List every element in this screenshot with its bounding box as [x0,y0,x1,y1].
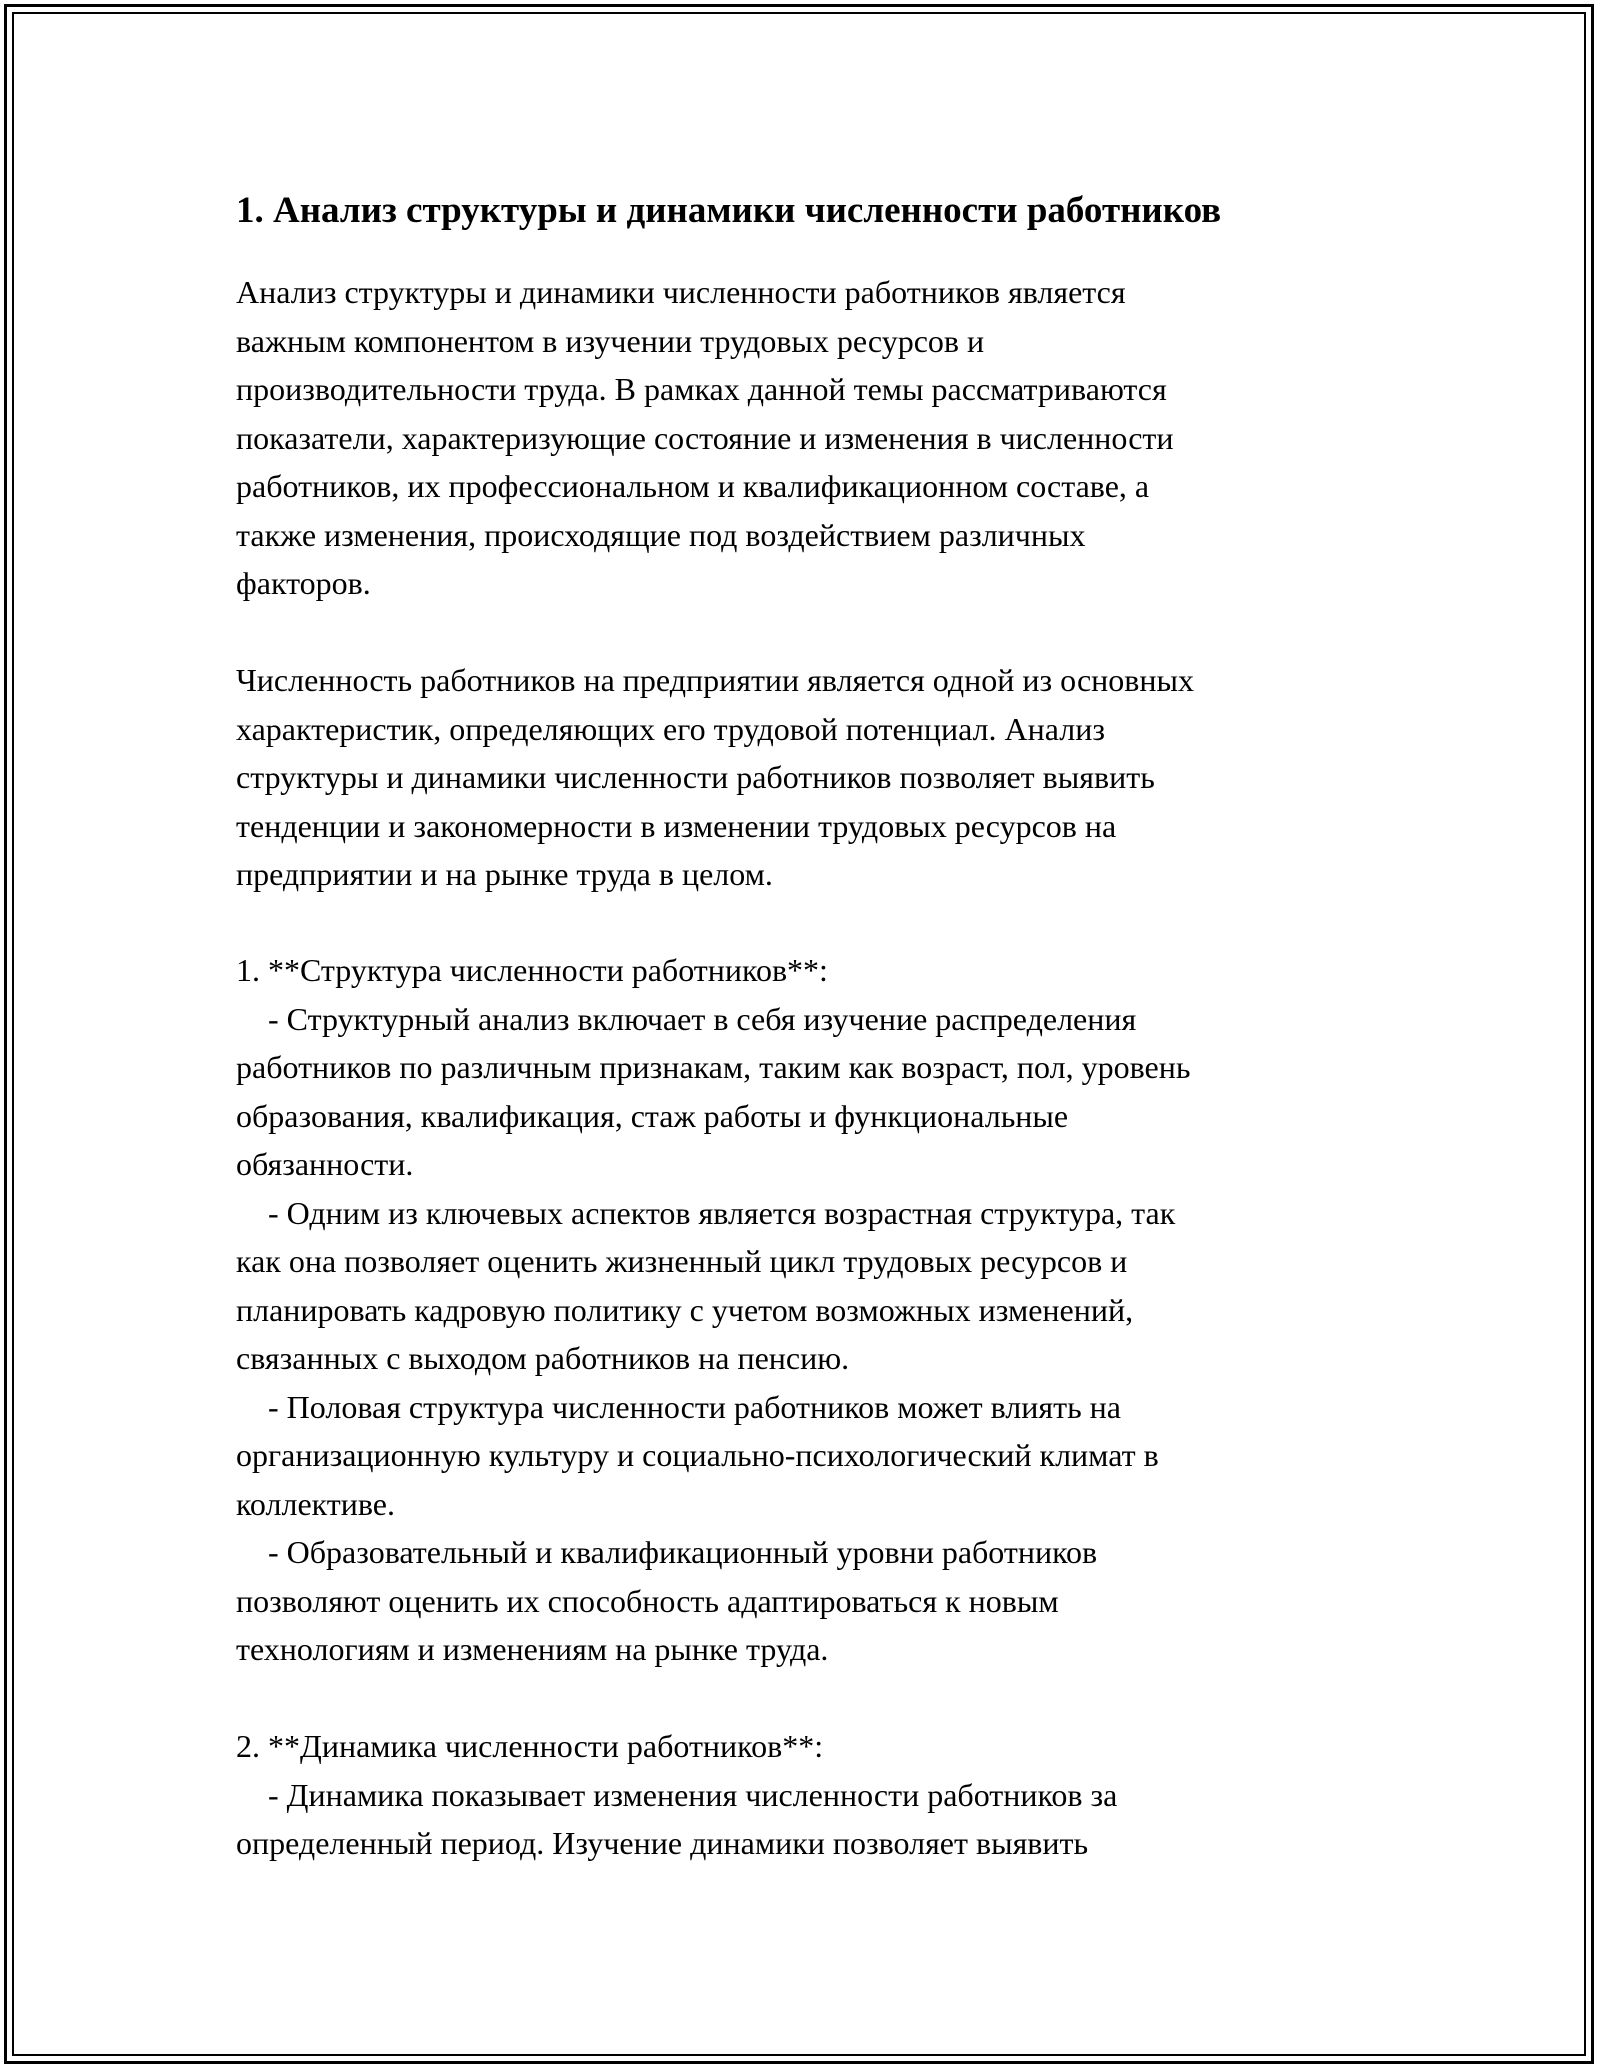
paragraph-headcount: Численность работников на предприятии является одной из основных характеристик, определяющих его трудовой потенциал. Анализ структуры и динамики численности работников позволяет выявить тенденции и закономерности в изменении трудовых ресурсов на предприятии и на рынке труда в целом. [236,662,1194,892]
list-item-dynamics: 2. **Динамика численности работников**: - Динамика показывает изменения численности работников за определенный период. Изучение динамики позволяет выявить [236,1728,1118,1861]
list-item-structure: 1. **Структура численности работников**: - Структурный анализ включает в себя изучение распределения работников по различным признакам, таким как возраст, пол, уровень образования, квалификация, стаж работы и функциональные обязанности. - Одним из ключевых аспектов является возрастная структура, так как она позволяет оценить жизненный цикл трудовых ресурсов и планировать кадровую политику с учетом возможных изменений, связанных с выходом работников на пенсию. - Половая структура численности работников может влиять на организационную культуру и социально-психологический климат в коллективе. - Образовательный и квалификационный уровни работников позволяют оценить их способность адаптироваться к новым технологиям и изменениям на рынке труда. [236,952,1191,1667]
paragraph-intro: Анализ структуры и динамики численности работников является важным компонентом в изучении трудовых ресурсов и производительности труда. В рамках данной темы рассматриваются показатели, характеризующие состояние и изменения в численности работников, их профессиональном и квалификационном составе, а также изменения, происходящие под воздействием различных факторов. [236,274,1174,601]
document-body [236,186,1366,1861]
section-heading: 1. Анализ структуры и динамики численности работников [236,190,1222,231]
